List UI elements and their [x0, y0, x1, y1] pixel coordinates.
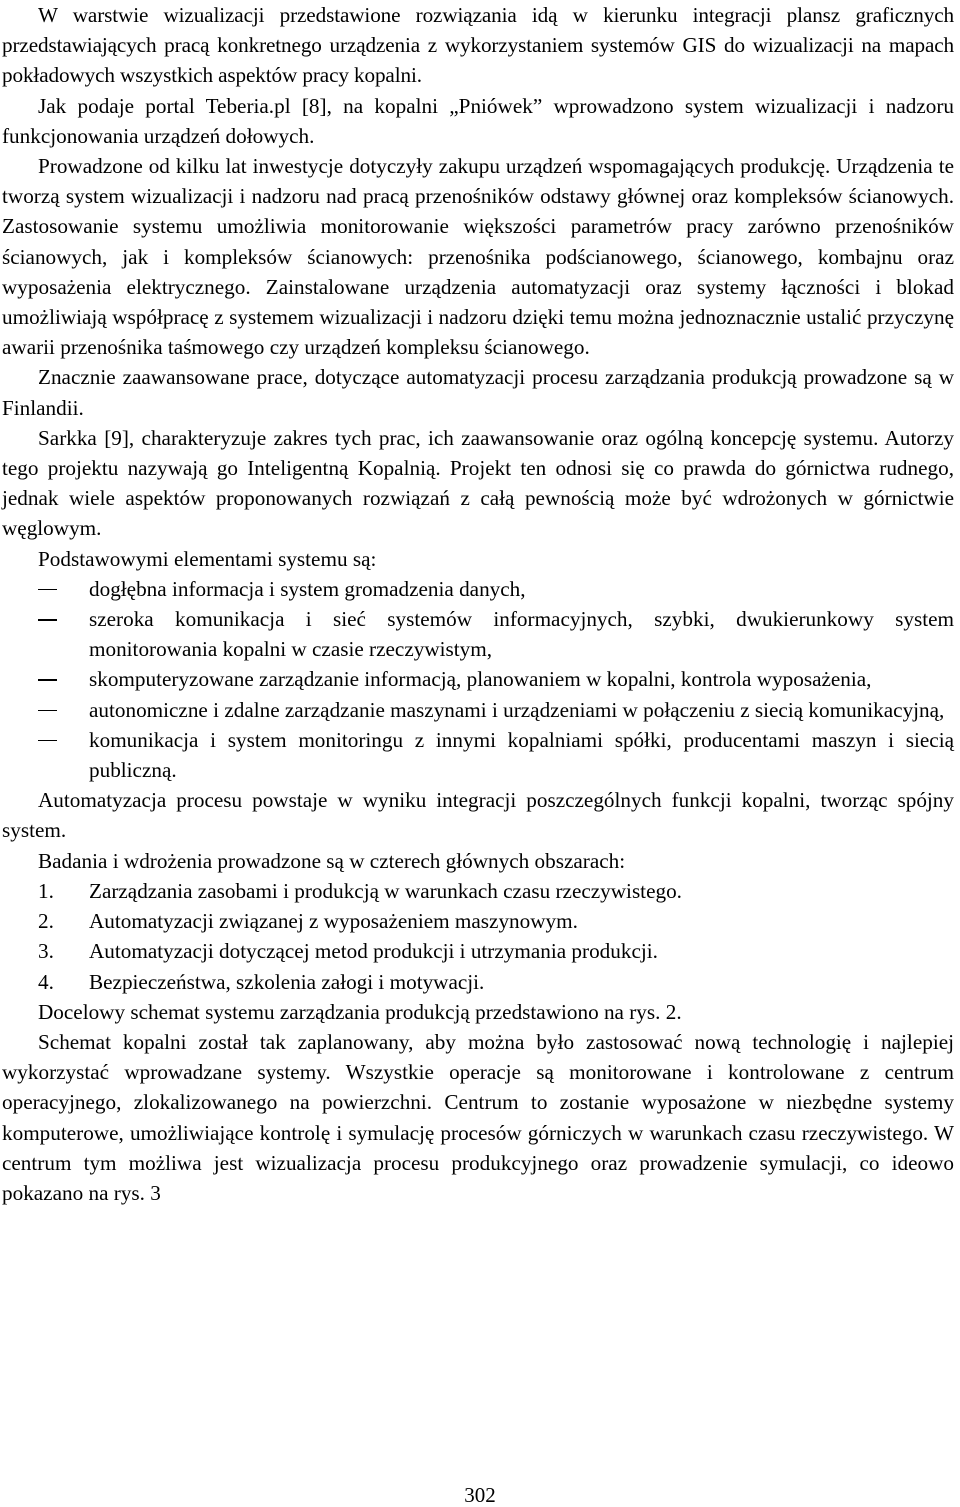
paragraph-sarkka: Sarkka [9], charakteryzuje zakres tych prac, ich zaawansowanie oraz ogólną koncepcję systemu. Autorzy tego projektu nazywają go Inteligentną Kopalnią. Projekt ten odnosi się co prawda do górnictwa rudnego, jednak wiele aspektów proponowanych rozwiązań z całą pewnością może być wdrożonych w górnictwie węglowym. — [2, 425, 954, 541]
paragraph-research-areas-intro: Badania i wdrożenia prowadzone są w czterech głównych obszarach: — [38, 848, 626, 873]
page-number: 302 — [464, 1483, 496, 1507]
paragraph-mine-schema: Schemat kopalni został tak zaplanowany, aby można było zastosować nową technologię i najlepiej wykorzystać wprowadzane systemy. Wszystkie operacje są monitorowane i kontrolowane z centrum operacyjnego, zlokalizowanego na powierzchni. Centrum to zostanie wyposażone w niezbędne systemy komputerowe, umożliwiające kontrolę i symulację procesów górniczych w warunkach czasu rzeczywistego. W centrum tym możliwa jest wizualizacja procesu produkcyjnego oraz prowadzenie symulacji, co ideowo pokazano na rys. 3 — [2, 1029, 954, 1205]
list-item: 3. Automatyzacji dotyczącej metod produkcji i utrzymania produkcji. — [38, 939, 658, 964]
paragraph-system-elements-intro: Podstawowymi elementami systemu są: — [38, 546, 377, 571]
list-item: 2. Automatyzacji związanej z wyposażeniem maszynowym. — [38, 909, 578, 934]
list-item: 4. Bezpieczeństwa, szkolenia załogi i motywacji. — [38, 969, 485, 994]
paragraph-visualization-layer: W warstwie wizualizacji przedstawione rozwiązania idą w kierunku integracji plansz graficznych przedstawiających pracą konkretnego urządzenia z wykorzystaniem systemów GIS do wizualizacji na mapach pokładowych wszystkich aspektów pracy kopalni. — [2, 3, 954, 88]
research-areas-list — [2, 876, 954, 997]
list-item: 1. Zarządzania zasobami i produkcją w warunkach czasu rzeczywistego. — [38, 878, 682, 903]
paragraph-automation-process: Automatyzacja procesu powstaje w wyniku integracji poszczególnych funkcji kopalni, tworząc spójny system. — [2, 788, 954, 843]
list-item: skomputeryzowane zarządzanie informacją, planowaniem w kopalni, kontrola wyposażenia, — [89, 667, 872, 692]
system-elements-list — [2, 574, 954, 785]
list-item: autonomiczne i zdalne zarządzanie maszynami i urządzeniami w połączeniu z siecią komunikacyjną, — [89, 697, 945, 722]
list-item: komunikacja i system monitoringu z innymi kopalniami spółki, producentami maszyn i siecią publiczną. — [89, 727, 954, 783]
list-item: szeroka komunikacja i sieć systemów informacyjnych, szybki, dwukierunkowy system monitorowania kopalni w czasie rzeczywistym, — [89, 607, 954, 662]
paragraph-investments: Prowadzone od kilku lat inwestycje dotyczyły zakupu urządzeń wspomagających produkcję. Urządzenia te tworzą system wizualizacji i nadzoru nad pracą przenośników odstawy głównej oraz kompleksów ścianowych. Zastosowanie systemu umożliwia monitorowanie większości parametrów pracy zarówno przenośników ścianowych, jak i kompleksów ścianowych: przenośnika podścianowego, ścianowego, kombajnu oraz wyposażenia elektrycznego. Zainstalowane urządzenia automatyzacji oraz systemy łączności i blokad umożliwiają współpracę z systemem wizualizacji i nadzoru dzięki temu można jednoznacznie ustalić przyczynę awarii przenośnika taśmowego czy urządzeń kompleksu ścianowego. — [2, 154, 954, 360]
paragraph-teberia: Jak podaje portal Teberia.pl [8], na kopalni „Pniówek” wprowadzono system wizualizacji i nadzoru funkcjonowania urządzeń dołowych. — [2, 93, 954, 148]
paragraph-target-schema: Docelowy schemat systemu zarządzania produkcją przedstawiono na rys. 2. — [38, 999, 682, 1024]
list-item: dogłębna informacja i system gromadzenia danych, — [89, 576, 526, 601]
paragraph-finland: Znacznie zaawansowane prace, dotyczące automatyzacji procesu zarządzania produkcją prowadzone są w Finlandii. — [2, 365, 954, 420]
